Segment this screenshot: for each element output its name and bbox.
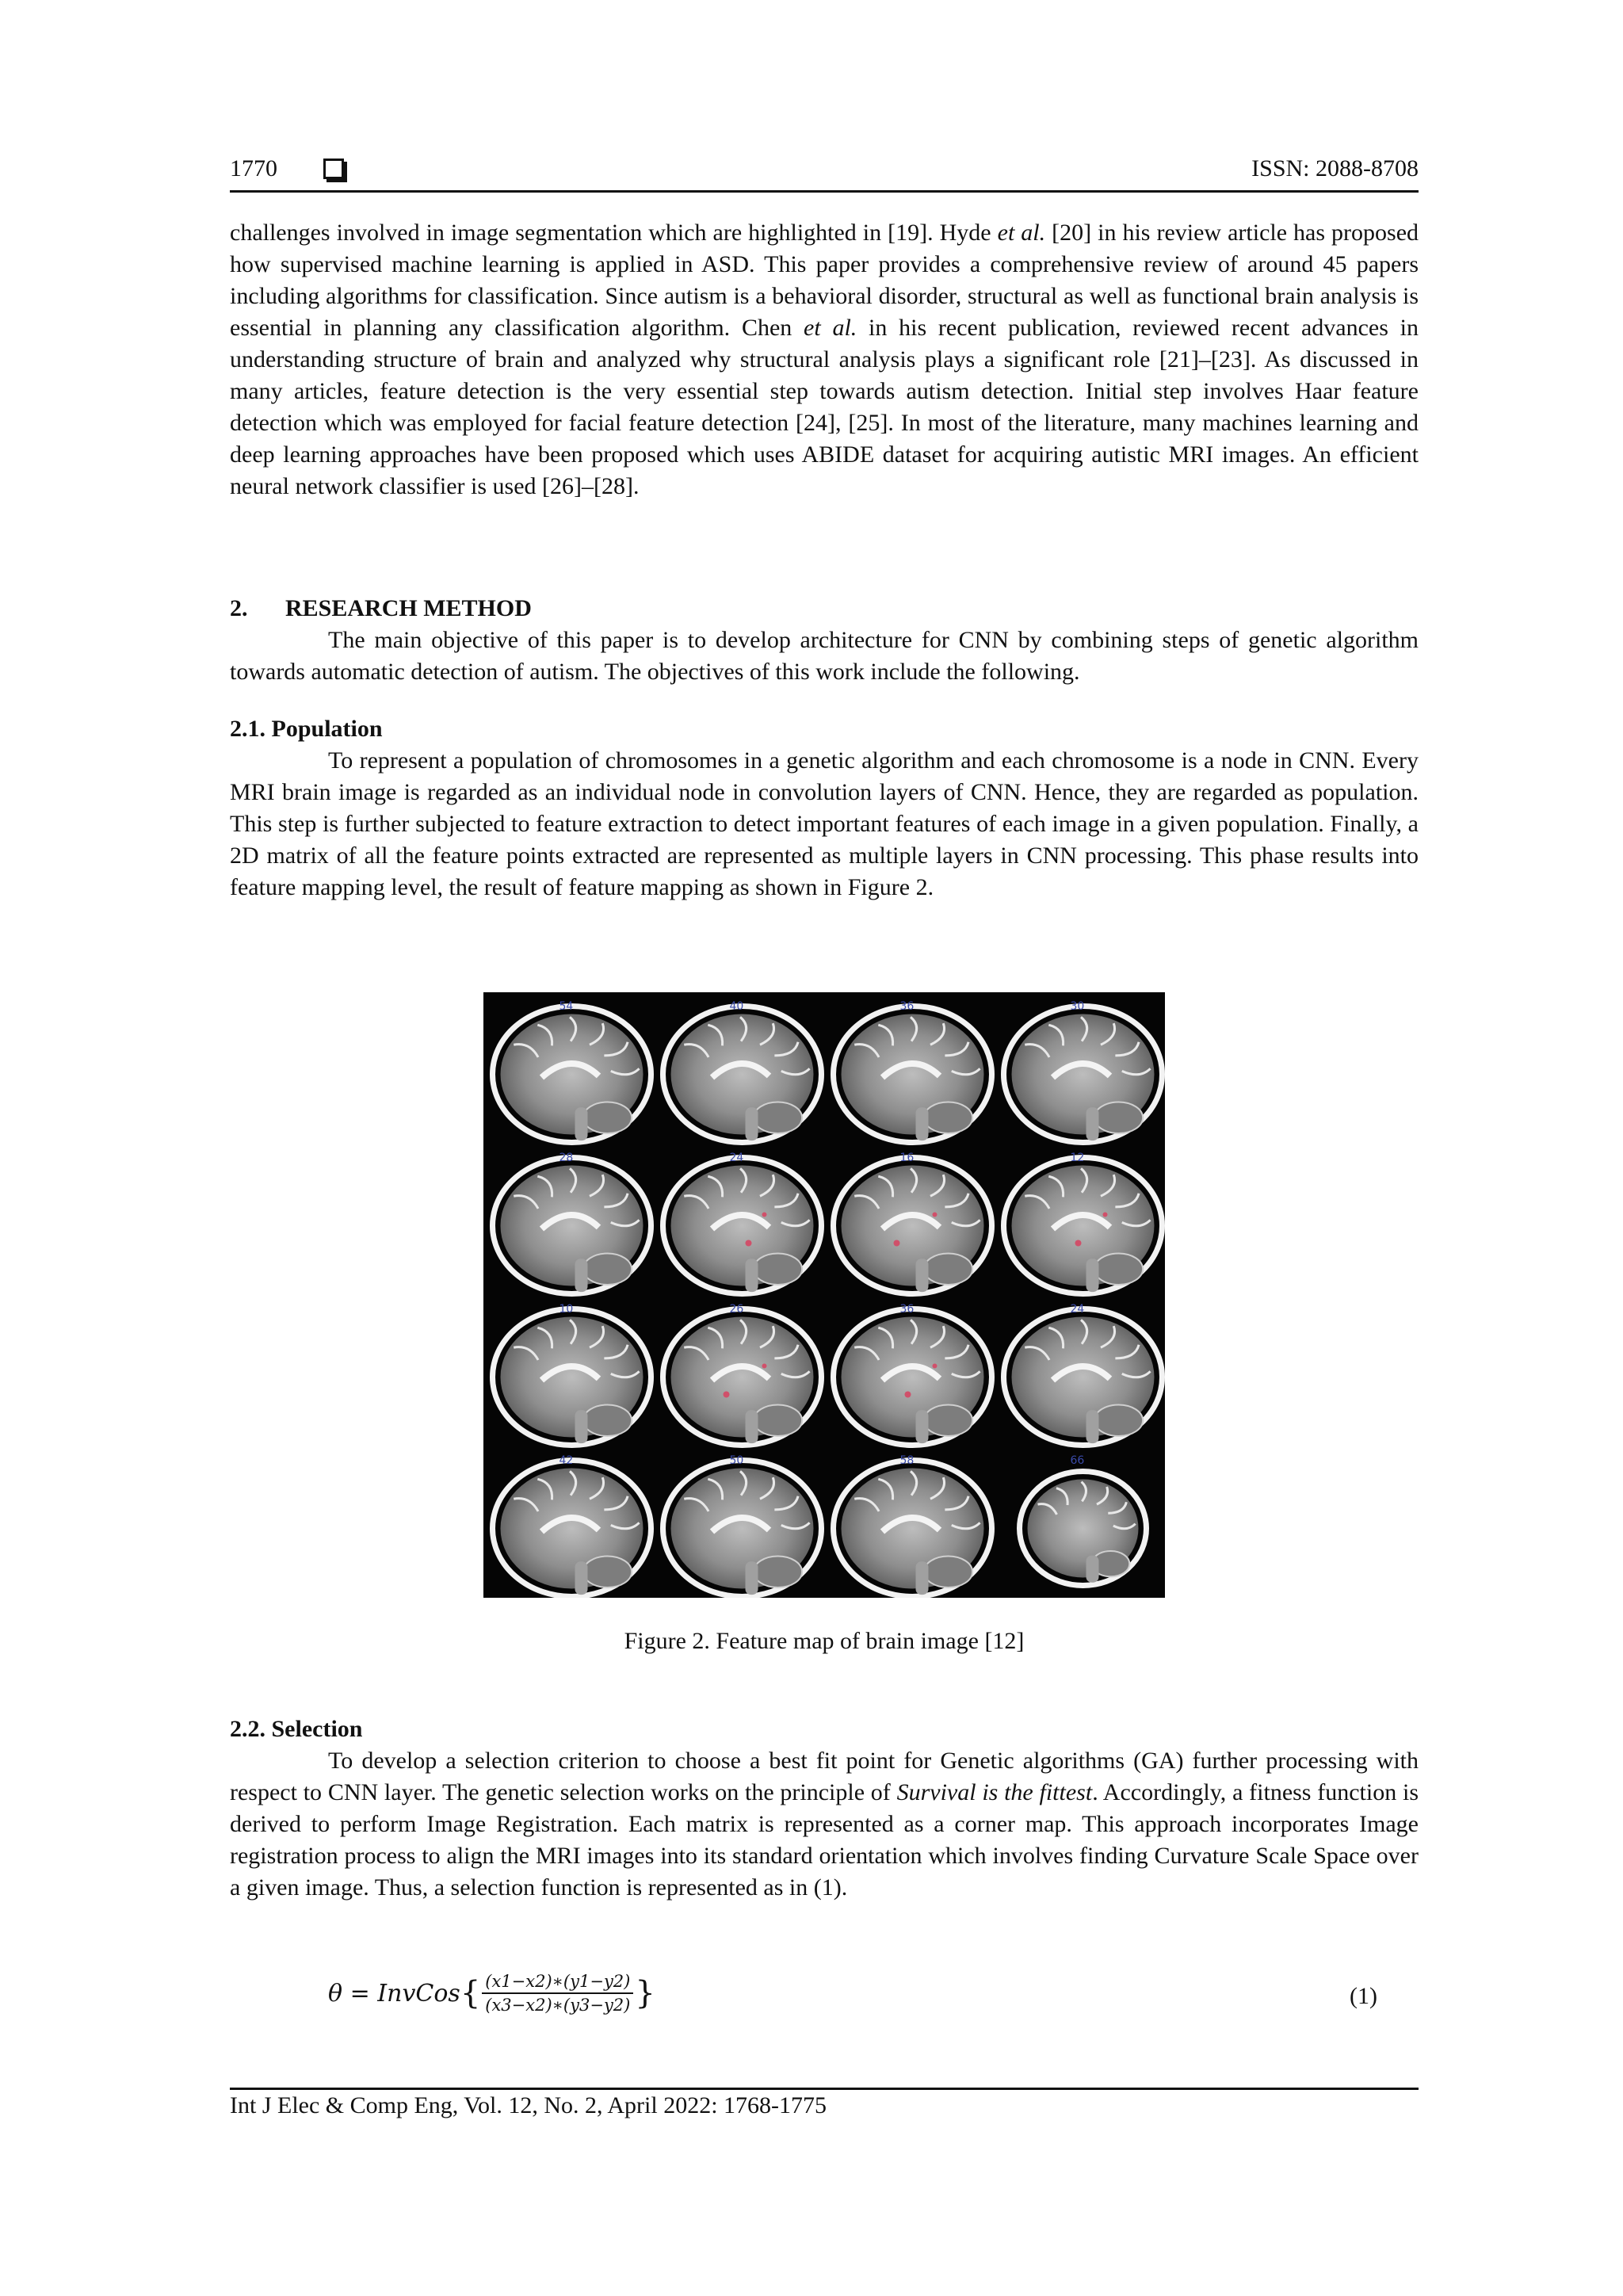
cerebellum <box>924 1404 972 1436</box>
section-2-2-heading: 2.2. Selection <box>230 1716 363 1742</box>
brainstem <box>1086 1107 1099 1140</box>
cerebellum <box>583 1556 632 1587</box>
running-footer: Int J Elec & Comp Eng, Vol. 12, No. 2, April 2022: 1768-1775 <box>230 2092 827 2118</box>
text-run: . Accordingly, a fitness function is derived to perform Image Registration. Each matrix is represented as a corner map. This approach incorporates Image registration process to align the MRI images into its standard orientation which involves finding Curvature Scale Space over a given image. Thus, a selection function is represented as in (1). <box>230 1779 1419 1901</box>
equation-body <box>328 1972 655 2015</box>
brainstem <box>575 1561 588 1595</box>
running-header <box>230 155 1419 187</box>
slice-label: 16 <box>899 1152 915 1164</box>
figure-2-caption: Figure 2. Feature map of brain image [12] <box>624 1628 1025 1654</box>
feature-point <box>1103 1213 1108 1217</box>
feature-point <box>933 1213 938 1217</box>
cerebellum <box>754 1404 802 1436</box>
feature-point <box>746 1240 752 1247</box>
slice-label: 28 <box>559 1152 574 1164</box>
cerebellum <box>754 1253 802 1285</box>
cerebellum <box>583 1102 632 1133</box>
cerebellum <box>754 1102 802 1133</box>
cerebellum <box>924 1102 972 1133</box>
slice-label: 40 <box>729 1000 744 1013</box>
text-run: in his recent publication, reviewed recent advances in understanding structure of brain and analyzed why structural analysis plays a significant role [21]–[23]. As discussed in many articles, feature detection is the very essential step towards autism detection. Initial step involves Haar feature detection which was employed for facial feature detection [24], [25]. In most of the literature, many machines learning and deep learning approaches have been proposed which uses ABIDE dataset for acquiring autistic MRI images. An efficient neural network classifier is used [26]–[28]. <box>230 315 1419 499</box>
feature-point <box>724 1392 730 1398</box>
left-brace: { <box>460 1975 481 2011</box>
cerebellum <box>924 1556 972 1587</box>
equation-1 <box>230 1966 1419 2021</box>
slice-label: 26 <box>729 1303 744 1316</box>
brainstem <box>746 1259 758 1292</box>
brainstem <box>575 1107 588 1140</box>
paper-page <box>230 0 1419 2296</box>
section-2-heading <box>230 593 532 625</box>
italic-run: et al. <box>804 315 857 341</box>
feature-point <box>1075 1240 1082 1247</box>
slice-label: 10 <box>559 1303 574 1316</box>
feature-point <box>905 1392 911 1398</box>
text-run: challenges involved in image segmentation which are highlighted in [19]. Hyde <box>230 220 998 246</box>
checkbox-ornament-icon <box>323 159 344 179</box>
equation-numerator: (x1−x2)∗(y1−y2) <box>482 1972 633 1994</box>
cerebellum <box>754 1556 802 1587</box>
intro-paragraph <box>230 217 1419 502</box>
header-rule <box>230 190 1419 193</box>
brainstem <box>916 1561 929 1595</box>
equation-denominator: (x3−x2)∗(y3−y2) <box>485 1996 631 2015</box>
text-run: [20] in his review article has proposed how supervised machine learning is applied in ASD. This paper provides a comprehensive review of around 45 papers including algorithms for classification. Since autism is a behavioral disorder, structural as well as functional brain analysis is essential in planning any classification algorithm. Chen <box>230 220 1419 341</box>
equation-fraction <box>482 1972 633 2015</box>
slice-label: 24 <box>1070 1303 1085 1316</box>
cerebellum <box>1094 1102 1143 1133</box>
section-2-number: 2. <box>230 595 248 621</box>
feature-point <box>762 1213 767 1217</box>
section-2-title: RESEARCH METHOD <box>285 595 532 621</box>
cerebellum <box>583 1404 632 1436</box>
cerebellum <box>1094 1404 1143 1436</box>
brain-mri-image <box>483 992 1165 1598</box>
italic-run: et al. <box>997 220 1046 246</box>
italic-run: Survival is the fittest <box>896 1779 1093 1805</box>
brainstem <box>916 1410 929 1443</box>
footer-rule <box>230 2088 1419 2090</box>
cerebellum <box>924 1253 972 1285</box>
text-run: To develop a selection criterion to choose a best fit point for Genetic algorithms (GA) further processing with respect to CNN layer. The genetic selection works on the principle of <box>230 1748 1419 1805</box>
brainstem <box>575 1410 588 1443</box>
brainstem <box>746 1410 758 1443</box>
slice-label: 36 <box>899 1000 915 1013</box>
feature-point <box>933 1364 938 1369</box>
slice-label: 12 <box>1070 1152 1085 1164</box>
feature-point <box>762 1364 767 1369</box>
slice-label: 58 <box>899 1454 915 1467</box>
section-2-2-paragraph <box>230 1745 1419 1904</box>
section-2-paragraph: The main objective of this paper is to develop architecture for CNN by combining steps of genetic algorithm towards automatic detection of autism. The objectives of this work include the following. <box>230 627 1419 685</box>
equation-number: (1) <box>1350 1983 1377 2009</box>
slice-label: 54 <box>559 1000 574 1013</box>
brainstem <box>1086 1556 1099 1583</box>
brainstem <box>916 1259 929 1292</box>
section-2-1-paragraph: To represent a population of chromosomes in a genetic algorithm and each chromosome is a node in CNN. Every MRI brain image is regarded as an individual node in convolution layers of CNN. Hence, they are regarded as population. This step is further subjected to feature extraction to detect important features of each image in a given population. Finally, a 2D matrix of all the feature points extracted are represented as multiple layers in CNN processing. This phase results into feature mapping level, the result of feature mapping as shown in Figure 2. <box>230 747 1419 900</box>
slice-label: 42 <box>559 1454 574 1467</box>
slice-label: 24 <box>729 1152 744 1164</box>
brainstem <box>746 1107 758 1140</box>
cerebellum <box>1094 1253 1143 1285</box>
equation-lhs: θ = InvCos <box>328 1979 460 2008</box>
figure-2-brain-mri-grid <box>483 992 1165 1598</box>
issn-label: ISSN: 2088-8708 <box>1251 155 1419 181</box>
slice-label: 66 <box>1070 1454 1085 1467</box>
feature-point <box>894 1240 900 1247</box>
page-number: 1770 <box>230 155 277 181</box>
slice-label: 30 <box>1070 1000 1085 1013</box>
brainstem <box>746 1561 758 1595</box>
cerebellum <box>583 1253 632 1285</box>
section-2-1-heading: 2.1. Population <box>230 716 383 742</box>
brainstem <box>1086 1259 1099 1292</box>
right-brace: } <box>635 1975 655 2011</box>
slice-label: 36 <box>899 1303 915 1316</box>
brainstem <box>1086 1410 1099 1443</box>
slice-label: 50 <box>729 1454 744 1467</box>
brainstem <box>575 1259 588 1292</box>
brainstem <box>916 1107 929 1140</box>
